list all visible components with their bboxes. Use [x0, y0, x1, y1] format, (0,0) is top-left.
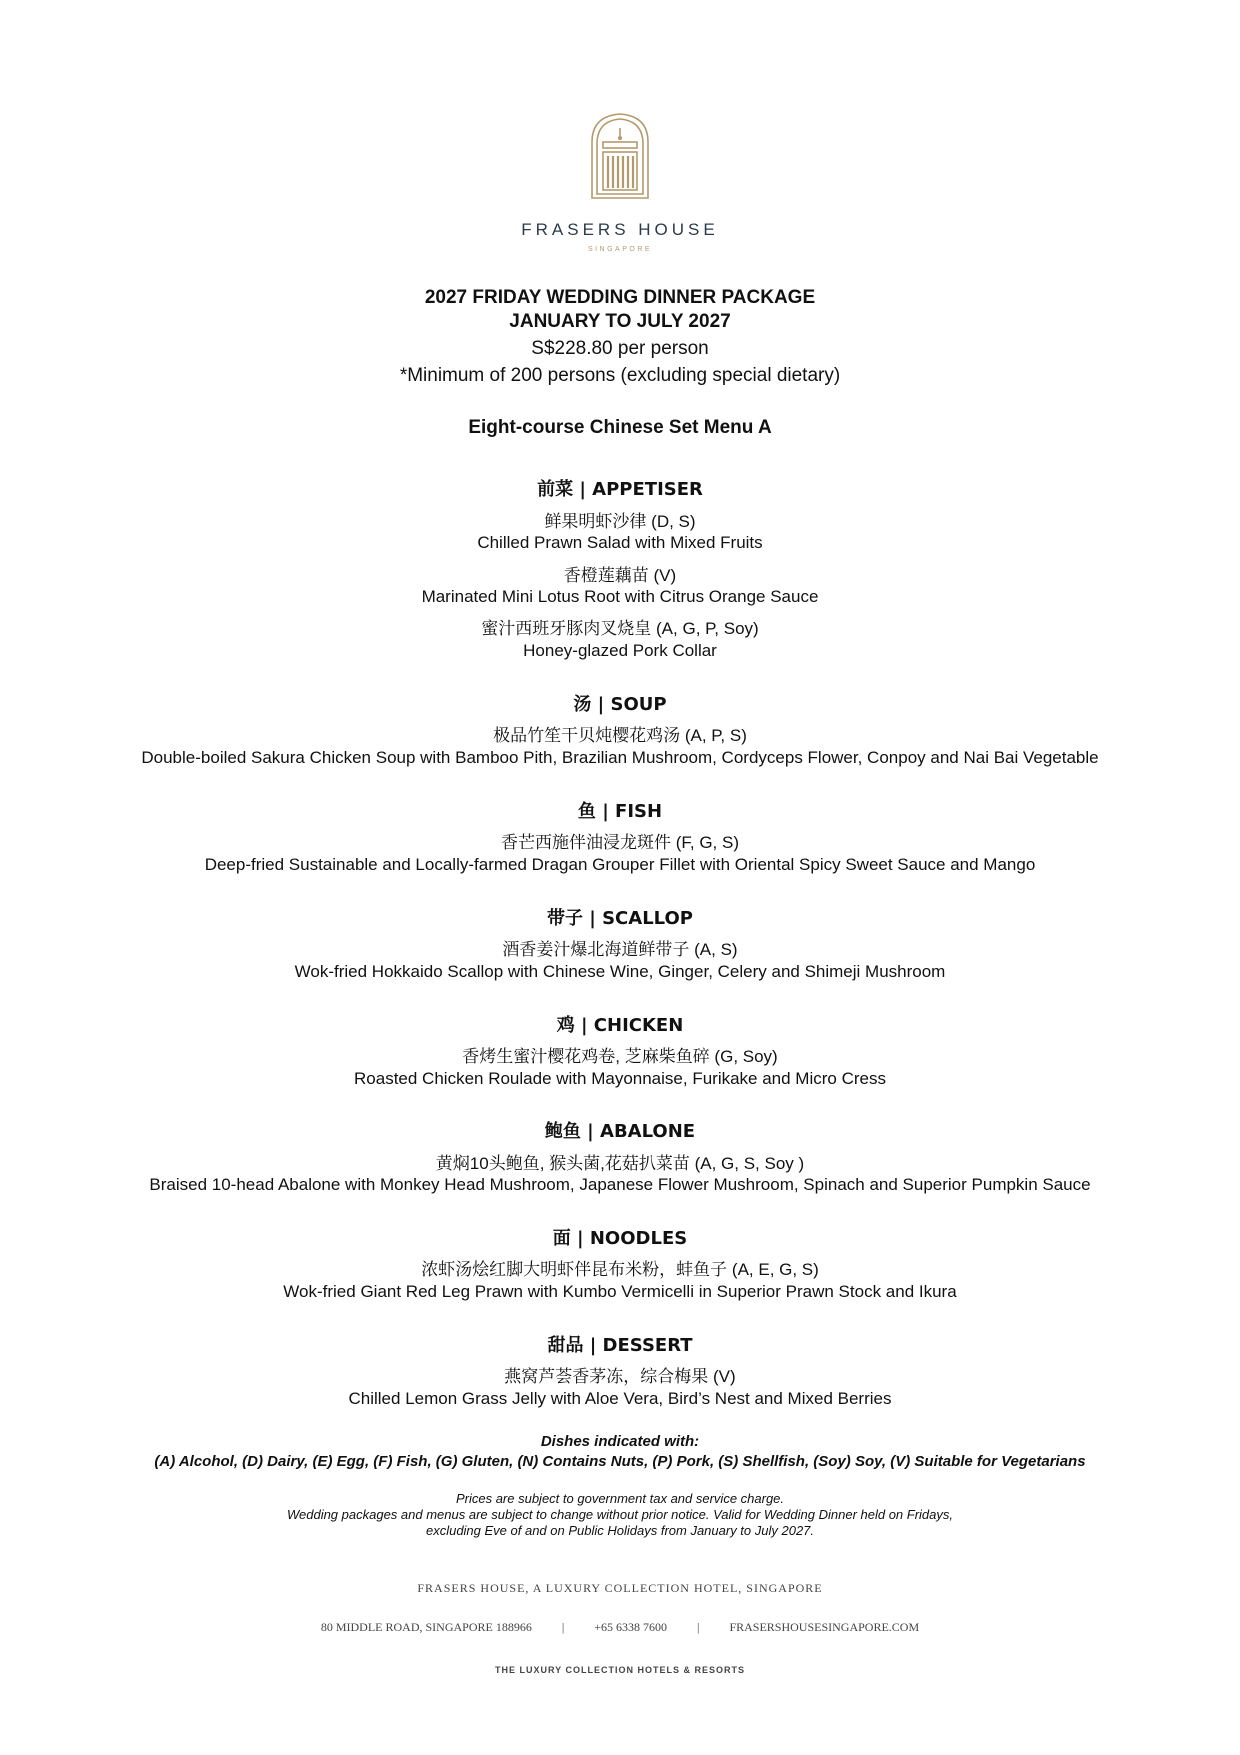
dish-cn: 鲜果明虾沙律 (D, S)	[544, 512, 696, 531]
section-heading-soup: 汤 | SOUP	[573, 694, 667, 715]
dish-en: Double-boiled Sakura Chicken Soup with Bamboo Pith, Brazilian Mushroom, Cordyceps Flower, Conpoy and Nai Bai Vegetable	[141, 748, 1099, 767]
package-period: JANUARY TO JULY 2027	[509, 311, 731, 332]
dish-cn: 极品竹笙干贝炖樱花鸡汤 (A, P, S)	[493, 726, 747, 745]
dish-en: Marinated Mini Lotus Root with Citrus Orange Sauce	[421, 587, 819, 606]
dish-en: Chilled Lemon Grass Jelly with Aloe Vera, Bird’s Nest and Mixed Berries	[348, 1389, 892, 1408]
dish-en: Wok-fried Giant Red Leg Prawn with Kumbo Vermicelli in Superior Prawn Stock and Ikura	[283, 1282, 957, 1301]
dish-en: Honey-glazed Pork Collar	[523, 641, 717, 660]
dish-en: Wok-fried Hokkaido Scallop with Chinese Wine, Ginger, Celery and Shimeji Mushroom	[294, 962, 946, 981]
dish-cn: 香芒西施伴油浸龙斑件 (F, G, S)	[501, 833, 739, 852]
section-heading-dessert: 甜品 | DESSERT	[547, 1335, 693, 1356]
section-heading-abalone: 鲍鱼 | ABALONE	[544, 1121, 696, 1142]
section-heading-noodles: 面 | NOODLES	[552, 1228, 688, 1249]
dish-cn: 蜜汁西班牙豚肉叉烧皇 (A, G, P, Soy)	[481, 619, 759, 638]
arched-window-logo-icon	[588, 112, 652, 200]
dish-en: Roasted Chicken Roulade with Mayonnaise, Furikake and Micro Cress	[354, 1069, 886, 1088]
note-line: excluding Eve of and on Public Holidays from January to July 2027.	[425, 1523, 815, 1538]
brand-name: FRASERS HOUSE	[521, 220, 719, 239]
package-price: S$228.80 per person	[531, 338, 709, 359]
menu-name: Eight-course Chinese Set Menu A	[468, 417, 772, 438]
footer-contact	[0, 1620, 1240, 1635]
dish-cn: 浓虾汤烩红脚大明虾伴昆布米粉，蚌鱼子 (A, E, G, S)	[421, 1260, 819, 1279]
dish-en: Deep-fried Sustainable and Locally-farmed Dragan Grouper Fillet with Oriental Spicy Sweet Sauce and Mango	[204, 855, 1036, 874]
brand-subtitle: SINGAPORE	[587, 246, 653, 253]
minimum-note: *Minimum of 200 persons (excluding special dietary)	[399, 365, 841, 386]
note-line: Prices are subject to government tax and service charge.	[455, 1491, 785, 1506]
section-heading-fish: 鱼 | FISH	[577, 801, 663, 822]
footer-phone[interactable]: +65 6338 7600	[594, 1620, 668, 1634]
footer-collection: THE LUXURY COLLECTION HOTELS & RESORTS	[494, 1665, 745, 1675]
legend-text: (A) Alcohol, (D) Dairy, (E) Egg, (F) Fish, (G) Gluten, (N) Contains Nuts, (P) Pork, (S) Shellfish, (Soy) Soy, (V) Suitable for Vegetarians	[154, 1453, 1086, 1470]
package-title: 2027 FRIDAY WEDDING DINNER PACKAGE	[424, 287, 816, 308]
note-line: Wedding packages and menus are subject to change without prior notice. Valid for Wedding Dinner held on Fridays,	[286, 1507, 954, 1522]
section-heading-chicken: 鸡 | CHICKEN	[556, 1015, 684, 1036]
legend-heading: Dishes indicated with:	[540, 1433, 700, 1450]
dish-cn: 黄焖10头鲍鱼, 猴头菌,花菇扒菜苗 (A, G, S, Soy )	[435, 1154, 805, 1173]
footer-address: 80 MIDDLE ROAD, SINGAPORE 188966	[320, 1620, 532, 1634]
dish-cn: 酒香姜汁爆北海道鲜带子 (A, S)	[502, 940, 738, 959]
section-heading-appetiser: 前菜 | APPETISER	[537, 479, 703, 500]
dish-en: Chilled Prawn Salad with Mixed Fruits	[477, 533, 763, 552]
footer-separator: |	[561, 1620, 565, 1634]
section-heading-scallop: 带子 | SCALLOP	[546, 908, 693, 929]
dish-cn: 香烤生蜜汁樱花鸡卷, 芝麻柴鱼碎 (G, Soy)	[462, 1047, 778, 1066]
logo	[0, 112, 1240, 200]
dish-cn: 香橙莲藕苗 (V)	[563, 566, 677, 585]
footer-hotel-name: FRASERS HOUSE, A LUXURY COLLECTION HOTEL, SINGAPORE	[417, 1581, 823, 1595]
footer-separator: |	[697, 1620, 700, 1634]
dish-cn: 燕窝芦荟香茅冻，综合梅果 (V)	[504, 1367, 736, 1386]
dish-en: Braised 10-head Abalone with Monkey Head Mushroom, Japanese Flower Mushroom, Spinach and Superior Pumpkin Sauce	[149, 1175, 1091, 1194]
footer-website[interactable]: FRASERSHOUSESINGAPORE.COM	[729, 1620, 920, 1634]
